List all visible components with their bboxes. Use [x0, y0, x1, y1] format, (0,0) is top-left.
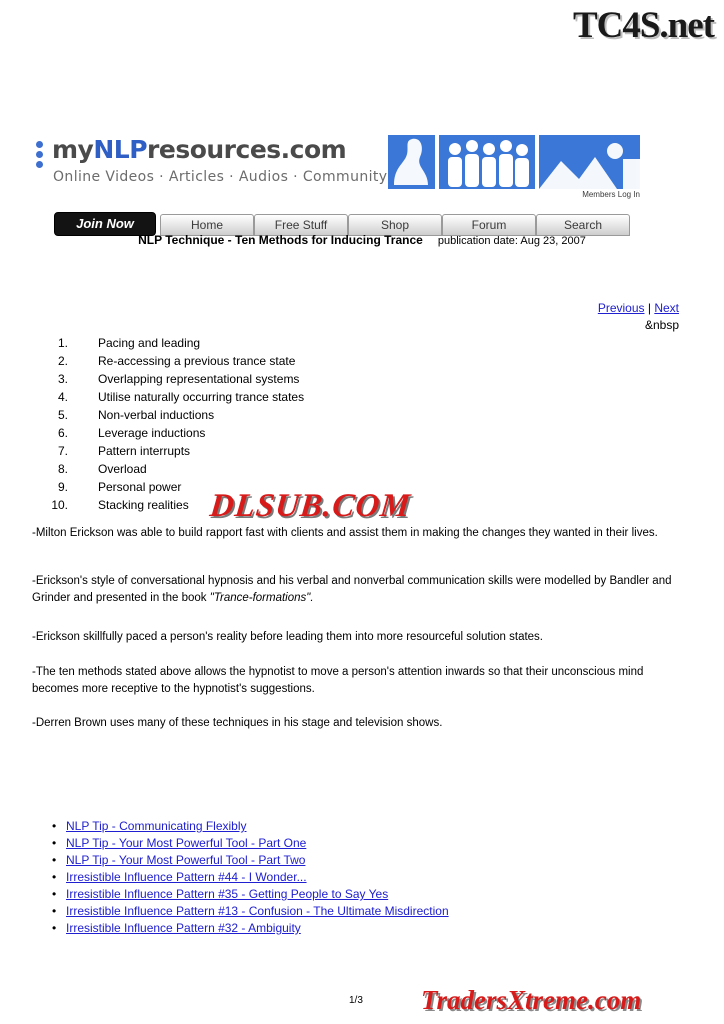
- list-item: [32, 388, 452, 406]
- related-link[interactable]: NLP Tip - Communicating Flexibly: [66, 819, 247, 833]
- list-item: [32, 442, 452, 460]
- nav-item-forum[interactable]: Forum: [442, 214, 536, 236]
- join-now-button[interactable]: Join Now: [54, 212, 156, 236]
- logo-prefix: my: [52, 135, 94, 164]
- list-item-label: Leverage inductions: [98, 426, 206, 440]
- nav-item-home[interactable]: Home: [160, 214, 254, 236]
- logo-accent: NLP: [93, 135, 148, 164]
- list-item-label: Stacking realities: [98, 498, 189, 512]
- banner-image-three: [539, 135, 640, 189]
- logo-dots-icon: [36, 141, 48, 167]
- site-banner: [36, 133, 640, 208]
- list-item: [48, 818, 648, 835]
- paragraph-pacing: -Erickson skillfully paced a person's reality before leading them into more resourceful solution states.: [32, 631, 543, 643]
- tradersxtreme-watermark: TradersXtreme.com: [421, 985, 642, 1015]
- tc4s-watermark: TC4S.net: [572, 5, 714, 46]
- list-item: [48, 920, 648, 937]
- related-link[interactable]: Irresistible Influence Pattern #44 - I Wonder...: [66, 870, 307, 884]
- paragraph-text: -Erickson's style of conversational hypnosis and his verbal and nonverbal communication skills were modelled by Bandler and Grinder and presented in the book: [32, 575, 672, 604]
- related-link[interactable]: Irresistible Influence Pattern #32 - Ambiguity: [66, 921, 301, 935]
- paragraph-derren-brown: -Derren Brown uses many of these techniques in his stage and television shows.: [32, 717, 443, 729]
- page-title: NLP Technique - Ten Methods for Inducing Trance: [138, 233, 423, 247]
- nav-item-free-stuff[interactable]: Free Stuff: [254, 214, 348, 236]
- list-item-number: 9.: [57, 480, 68, 494]
- previous-link[interactable]: Previous: [597, 301, 645, 315]
- list-item-label: Re-accessing a previous trance state: [98, 354, 296, 368]
- site-logo[interactable]: [36, 133, 388, 195]
- list-item-number: 3.: [57, 372, 68, 386]
- pager: [598, 301, 679, 315]
- list-item: [32, 460, 452, 478]
- banner-image-one: [388, 135, 435, 189]
- dlsub-watermark: DLSUB.COM: [208, 488, 413, 524]
- related-link[interactable]: NLP Tip - Your Most Powerful Tool - Part One: [66, 836, 307, 850]
- list-item-label: Overload: [98, 462, 147, 476]
- list-item-number: 6.: [57, 426, 68, 440]
- list-item: [32, 406, 452, 424]
- list-item: [48, 835, 648, 852]
- book-title: "Trance-formations".: [209, 592, 314, 604]
- members-login-link[interactable]: Members Log In: [582, 190, 640, 199]
- list-item: [32, 334, 452, 352]
- paragraph-erickson-rapport: -Milton Erickson was able to build rapport fast with clients and assist them in making the changes they wanted in their lives.: [32, 527, 658, 539]
- list-item-label: Non-verbal inductions: [98, 408, 215, 422]
- list-item: [48, 869, 648, 886]
- list-item-number: 10.: [51, 498, 68, 512]
- list-item-number: 2.: [57, 354, 68, 368]
- logo-tagline: Online Videos · Articles · Audios · Community: [53, 169, 388, 185]
- pager-separator: |: [647, 301, 651, 315]
- list-item-number: 1.: [57, 336, 68, 350]
- list-item: [48, 852, 648, 869]
- list-item-label: Pattern interrupts: [98, 444, 191, 458]
- related-link[interactable]: Irresistible Influence Pattern #13 - Confusion - The Ultimate Misdirection: [66, 904, 449, 918]
- publication-date: publication date: Aug 23, 2007: [437, 235, 586, 247]
- paragraph-ten-methods: -The ten methods stated above allows the hypnotist to move a person's attention inwards so that their unconscious mind becomes more receptive to the hypnotist's suggestions.: [32, 666, 644, 695]
- related-links-list: [48, 818, 648, 937]
- list-item-label: Personal power: [98, 480, 182, 494]
- list-item: [32, 352, 452, 370]
- list-item-number: 7.: [57, 444, 68, 458]
- banner-image-group: [439, 135, 535, 189]
- paragraph-erickson-style: [32, 573, 684, 607]
- article-header: [0, 233, 724, 247]
- list-item-label: Pacing and leading: [98, 336, 201, 350]
- logo-wordmark: [52, 135, 346, 164]
- list-item: [32, 424, 452, 442]
- list-item-label: Overlapping representational systems: [98, 372, 300, 386]
- nbsp-text: &nbsp: [644, 318, 679, 332]
- methods-list: [32, 334, 452, 514]
- related-link[interactable]: NLP Tip - Your Most Powerful Tool - Part Two: [66, 853, 306, 867]
- list-item: [48, 903, 648, 920]
- list-item-number: 5.: [57, 408, 68, 422]
- list-item-number: 4.: [57, 390, 68, 404]
- next-link[interactable]: Next: [654, 301, 679, 315]
- nav-item-search[interactable]: Search: [536, 214, 630, 236]
- list-item: [32, 370, 452, 388]
- list-item: [48, 886, 648, 903]
- list-item-label: Utilise naturally occurring trance states: [98, 390, 305, 404]
- logo-suffix: resources.com: [147, 135, 347, 164]
- page-number: 1/3: [349, 995, 363, 1006]
- nav-item-shop[interactable]: Shop: [348, 214, 442, 236]
- related-link[interactable]: Irresistible Influence Pattern #35 - Getting People to Say Yes: [66, 887, 389, 901]
- list-item-number: 8.: [57, 462, 68, 476]
